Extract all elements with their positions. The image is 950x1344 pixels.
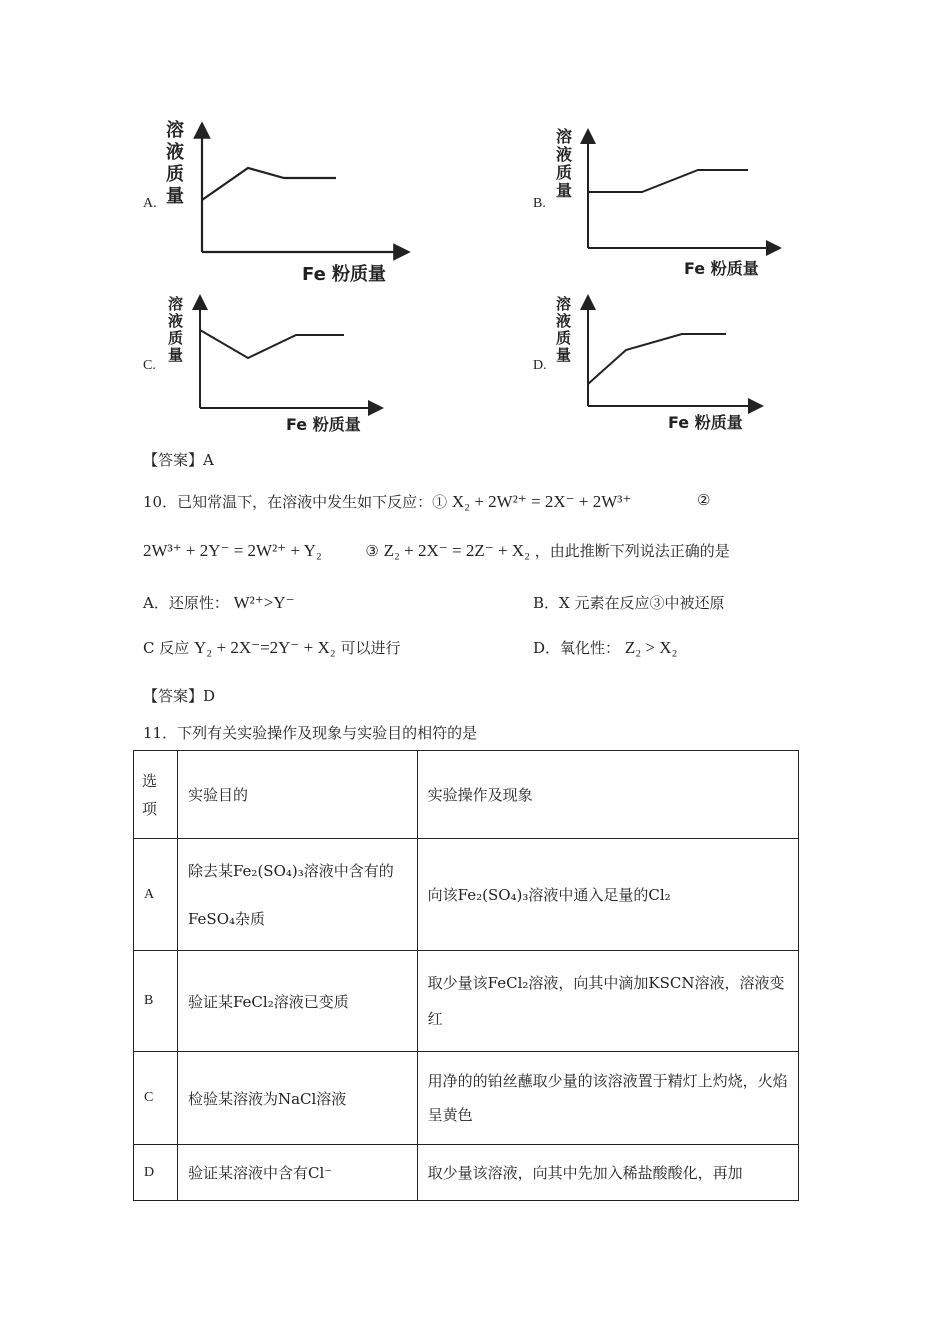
row-a-option: A (134, 839, 178, 951)
graph-d-curve (588, 334, 726, 384)
header-option-text: 选 项 (142, 771, 158, 818)
q10-option-c-label: C 反应 (143, 639, 190, 657)
row-b-option: B (134, 951, 178, 1052)
graph-c-letter: C. (143, 358, 156, 373)
header-option (134, 751, 178, 839)
graph-b-x-label: Fe 粉质量 (684, 259, 759, 278)
q10-option-d (533, 637, 677, 658)
q9-answer: 【答案】A (143, 451, 214, 469)
q10-option-c-math: Y₂ + 2X⁻=2Y⁻ + X₂ (194, 638, 336, 657)
table-row (134, 1052, 799, 1145)
q11-stem: 11．下列有关实验操作及现象与实验目的相符的是 (143, 724, 478, 742)
row-c-operation-text: 用净的的铂丝蘸取少量的该溶液置于精灯上灼烧，火焰呈黄色 (427, 1072, 788, 1124)
row-b-operation-text: 取少量该FeCl₂溶液，向其中滴加KSCN溶液，溶液变红 (427, 974, 785, 1028)
q10-intro: 10．已知常温下，在溶液中发生如下反应：① (143, 493, 448, 511)
row-c-purpose: 检验某溶液为NaCl溶液 (177, 1052, 417, 1145)
q10-option-c-tail: 可以进行 (340, 639, 401, 657)
header-purpose: 实验目的 (177, 751, 417, 839)
row-d-option: D (134, 1145, 178, 1201)
graph-b-y-label: 溶液质量 (556, 127, 573, 200)
table-row (134, 951, 799, 1052)
q10-tail: ，由此推断下列说法正确的是 (534, 542, 730, 560)
graph-d (552, 292, 772, 442)
row-c-operation (417, 1052, 798, 1145)
q10-option-a-label: A．还原性： (143, 594, 229, 612)
table-header-row (134, 751, 799, 839)
q10-eq1: X₂ + 2W²⁺ = 2X⁻ + 2W³⁺ (451, 492, 632, 511)
row-b-operation (417, 951, 798, 1052)
q10-option-a-math: W²⁺>Y⁻ (233, 593, 295, 612)
row-a-purpose (177, 839, 417, 951)
table-row (134, 839, 799, 951)
graph-b (552, 124, 792, 284)
q10-option-d-label: D．氧化性： (533, 639, 621, 657)
graph-c-x-label: Fe 粉质量 (286, 415, 361, 434)
q10-eq3: Z₂ + 2X⁻ = 2Z⁻ + X₂ (383, 541, 531, 560)
row-a-purpose-text: 除去某Fe₂(SO₄)₃溶液中含有的FeSO₄杂质 (187, 861, 394, 928)
q10-line2 (143, 540, 730, 561)
graph-c (164, 292, 394, 442)
graph-c-y-label: 溶液质量 (168, 295, 184, 364)
q10-eq2: 2W³⁺ + 2Y⁻ = 2W²⁺ + Y₂ (143, 541, 322, 560)
graph-d-x-label: Fe 粉质量 (668, 413, 743, 432)
row-c-option: C (134, 1052, 178, 1145)
graph-b-letter: B. (533, 196, 546, 211)
table-row (134, 1145, 799, 1201)
graph-d-y-label: 溶液质量 (556, 295, 572, 364)
q10-mark3: ③ (365, 542, 379, 560)
graph-b-curve (588, 170, 748, 192)
graph-d-letter: D. (533, 358, 547, 373)
graph-a-x-label: Fe 粉质量 (302, 264, 387, 285)
graph-a (162, 118, 422, 288)
q10-option-d-math: Z₂ > X₂ (624, 638, 678, 657)
q10-mark2: ② (697, 491, 711, 509)
graph-a-curve (202, 168, 336, 200)
row-d-purpose: 验证某溶液中含有Cl⁻ (177, 1145, 417, 1201)
graph-a-letter: A. (143, 196, 157, 211)
row-d-operation: 取少量该溶液，向其中先加入稀盐酸酸化，再加 (417, 1145, 798, 1201)
q10-line1 (143, 491, 631, 512)
q10-option-c (143, 637, 401, 658)
q10-option-b: B．X 元素在反应③中被还原 (533, 594, 725, 612)
row-b-purpose: 验证某FeCl₂溶液已变质 (177, 951, 417, 1052)
row-a-operation: 向该Fe₂(SO₄)₃溶液中通入足量的Cl₂ (417, 839, 798, 951)
graph-a-y-label: 溶液质量 (166, 120, 184, 207)
header-operation: 实验操作及现象 (417, 751, 798, 839)
q10-option-a (143, 592, 295, 613)
graph-c-curve (200, 330, 344, 358)
q11-table (133, 750, 799, 1201)
q10-answer: 【答案】D (143, 687, 216, 705)
